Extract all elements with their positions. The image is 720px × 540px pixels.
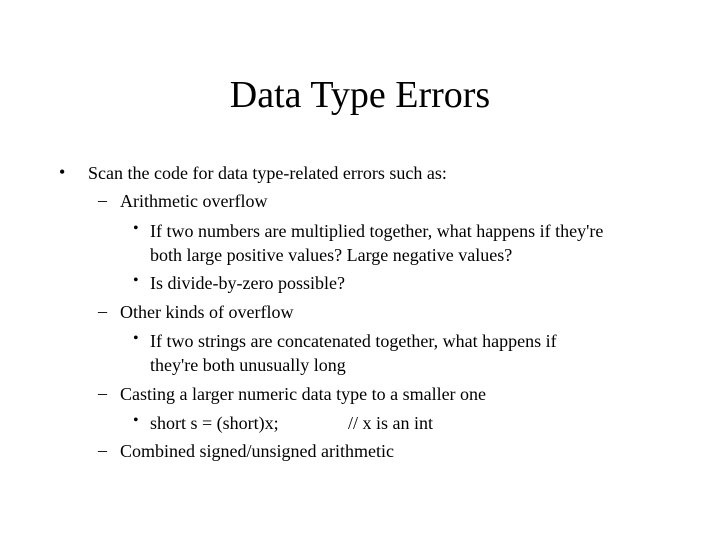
bullet-short-code: short s = (short)x;: [150, 413, 279, 433]
bullet-marker: •: [133, 272, 139, 289]
bullet-multiplied-line1: If two numbers are multiplied together, what happens if they're: [150, 221, 604, 241]
bullet-marker: •: [133, 330, 139, 347]
dash-marker: –: [98, 190, 107, 210]
bullet-combined: Combined signed/unsigned arithmetic: [120, 441, 394, 461]
bullet-multiplied-line2: both large positive values? Large negative values?: [150, 245, 513, 265]
bullet-divide-by-zero: Is divide-by-zero possible?: [150, 273, 345, 293]
bullet-concatenated-line1: If two strings are concatenated together, what happens if: [150, 331, 557, 351]
dash-marker: –: [98, 440, 107, 460]
bullet-marker: •: [133, 220, 139, 237]
bullet-casting: Casting a larger numeric data type to a smaller one: [120, 384, 487, 404]
bullet-main: Scan the code for data type-related errors such as:: [88, 163, 447, 183]
bullet-marker: •: [133, 412, 139, 429]
bullet-concatenated-line2: they're both unusually long: [150, 355, 346, 375]
bullet-other-overflow: Other kinds of overflow: [120, 302, 294, 322]
dash-marker: –: [98, 301, 107, 321]
slide-title: Data Type Errors: [229, 74, 491, 116]
bullet-arithmetic-overflow: Arithmetic overflow: [120, 191, 268, 211]
dash-marker: –: [98, 383, 107, 403]
bullet-short-comment: // x is an int: [348, 413, 433, 433]
bullet-marker: •: [59, 162, 66, 182]
